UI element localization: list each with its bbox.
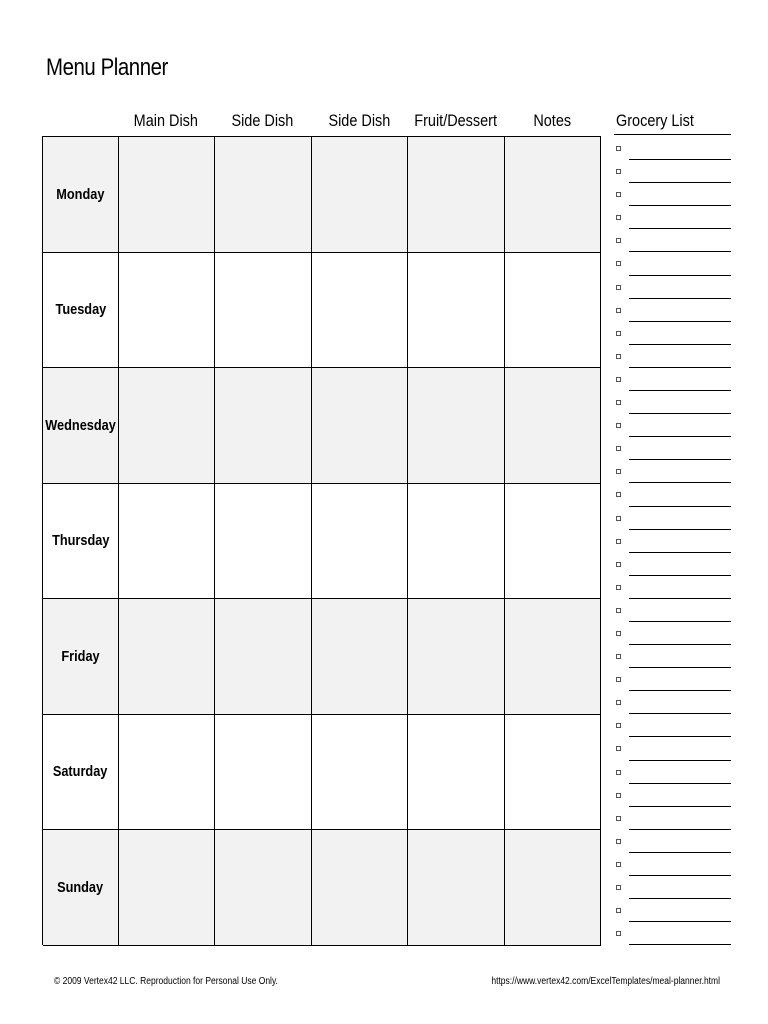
meal-cell[interactable] — [505, 484, 601, 600]
meal-cell[interactable] — [505, 715, 601, 831]
grocery-item[interactable] — [615, 437, 731, 460]
grocery-item[interactable] — [615, 252, 731, 275]
checkbox-icon[interactable] — [616, 192, 621, 197]
checkbox-icon[interactable] — [616, 908, 621, 913]
grocery-item[interactable] — [615, 322, 731, 345]
meal-cell[interactable] — [312, 253, 408, 369]
checkbox-icon[interactable] — [616, 146, 621, 151]
checkbox-icon[interactable] — [616, 354, 621, 359]
checkbox-icon[interactable] — [616, 261, 621, 266]
checkbox-icon[interactable] — [616, 931, 621, 936]
footer-url[interactable]: https://www.vertex42.com/ExcelTemplates/meal-planner.html — [491, 976, 720, 987]
grocery-item[interactable] — [615, 368, 731, 391]
grocery-item[interactable] — [615, 576, 731, 599]
meal-cell[interactable] — [312, 368, 408, 484]
grocery-item[interactable] — [615, 668, 731, 691]
checkbox-icon[interactable] — [616, 654, 621, 659]
checkbox-icon[interactable] — [616, 423, 621, 428]
meal-cell[interactable] — [505, 830, 601, 946]
checkbox-icon[interactable] — [616, 169, 621, 174]
checkbox-icon[interactable] — [616, 723, 621, 728]
column-header-side-dish-1: Side Dish — [231, 111, 294, 130]
grocery-item[interactable] — [615, 807, 731, 830]
grocery-list — [615, 137, 731, 945]
meal-cell[interactable] — [119, 368, 215, 484]
grocery-title-underline — [614, 134, 731, 135]
grocery-item-line[interactable] — [629, 944, 731, 945]
checkbox-icon[interactable] — [616, 377, 621, 382]
grocery-item[interactable] — [615, 299, 731, 322]
checkbox-icon[interactable] — [616, 446, 621, 451]
meal-cell[interactable] — [312, 830, 408, 946]
meal-cell[interactable] — [215, 253, 311, 369]
grocery-item[interactable] — [615, 830, 731, 853]
grocery-item[interactable] — [615, 714, 731, 737]
checkbox-icon[interactable] — [616, 608, 621, 613]
day-label: Thursday — [43, 484, 119, 600]
meal-cell[interactable] — [215, 484, 311, 600]
meal-cell[interactable] — [408, 830, 504, 946]
column-header-main-dish: Main Dish — [134, 111, 199, 130]
grocery-item[interactable] — [615, 483, 731, 506]
day-label: Wednesday — [43, 368, 119, 484]
day-row — [43, 830, 601, 946]
grocery-item[interactable] — [615, 137, 731, 160]
meal-cell[interactable] — [312, 599, 408, 715]
meal-cell[interactable] — [505, 599, 601, 715]
day-row — [43, 715, 601, 831]
checkbox-icon[interactable] — [616, 677, 621, 682]
column-header-side-dish-2: Side Dish — [328, 111, 390, 130]
grocery-item[interactable] — [615, 761, 731, 784]
grocery-item[interactable] — [615, 229, 731, 252]
meal-cell[interactable] — [408, 137, 504, 253]
checkbox-icon[interactable] — [616, 746, 621, 751]
grocery-item[interactable] — [615, 645, 731, 668]
column-headers — [118, 111, 600, 133]
grocery-item[interactable] — [615, 160, 731, 183]
meal-cell[interactable] — [215, 137, 311, 253]
day-row — [43, 368, 601, 484]
grocery-item[interactable] — [615, 553, 731, 576]
day-label: Saturday — [43, 715, 119, 831]
grocery-item[interactable] — [615, 183, 731, 206]
grocery-item[interactable] — [615, 691, 731, 714]
checkbox-icon[interactable] — [616, 770, 621, 775]
page-title: Menu Planner — [46, 54, 168, 81]
grocery-item[interactable] — [615, 276, 731, 299]
meal-cell[interactable] — [312, 137, 408, 253]
meal-cell[interactable] — [312, 715, 408, 831]
grocery-item[interactable] — [615, 784, 731, 807]
meal-cell[interactable] — [408, 253, 504, 369]
grocery-item[interactable] — [615, 737, 731, 760]
grocery-item[interactable] — [615, 599, 731, 622]
checkbox-icon[interactable] — [616, 469, 621, 474]
meal-cell[interactable] — [215, 368, 311, 484]
checkbox-icon[interactable] — [616, 562, 621, 567]
grocery-item[interactable] — [615, 853, 731, 876]
day-row — [43, 253, 601, 369]
checkbox-icon[interactable] — [616, 238, 621, 243]
meal-cell[interactable] — [505, 137, 601, 253]
footer-copyright: © 2009 Vertex42 LLC. Reproduction for Personal Use Only. — [54, 976, 278, 987]
day-label: Monday — [43, 137, 119, 253]
meal-cell[interactable] — [119, 599, 215, 715]
meal-cell[interactable] — [505, 368, 601, 484]
day-row — [43, 137, 601, 253]
meal-cell[interactable] — [119, 830, 215, 946]
day-label: Sunday — [43, 830, 119, 946]
checkbox-icon[interactable] — [616, 331, 621, 336]
meal-cell[interactable] — [408, 715, 504, 831]
checkbox-icon[interactable] — [616, 492, 621, 497]
day-label: Friday — [43, 599, 119, 715]
checkbox-icon[interactable] — [616, 631, 621, 636]
grocery-item[interactable] — [615, 899, 731, 922]
meal-cell[interactable] — [408, 484, 504, 600]
meal-cell[interactable] — [119, 137, 215, 253]
meal-cell[interactable] — [408, 368, 504, 484]
checkbox-icon[interactable] — [616, 308, 621, 313]
grocery-item[interactable] — [615, 530, 731, 553]
grocery-item[interactable] — [615, 391, 731, 414]
checkbox-icon[interactable] — [616, 700, 621, 705]
column-header-notes: Notes — [532, 111, 571, 130]
menu-grid — [42, 136, 601, 945]
grocery-item[interactable] — [615, 507, 731, 530]
checkbox-icon[interactable] — [616, 862, 621, 867]
grocery-item[interactable] — [615, 460, 731, 483]
checkbox-icon[interactable] — [616, 285, 621, 290]
day-row — [43, 599, 601, 715]
day-row — [43, 484, 601, 600]
checkbox-icon[interactable] — [616, 400, 621, 405]
checkbox-icon[interactable] — [616, 585, 621, 590]
grocery-item[interactable] — [615, 414, 731, 437]
grocery-item[interactable] — [615, 922, 731, 945]
checkbox-icon[interactable] — [616, 539, 621, 544]
checkbox-icon[interactable] — [616, 793, 621, 798]
meal-cell[interactable] — [119, 484, 215, 600]
meal-cell[interactable] — [215, 599, 311, 715]
grocery-item[interactable] — [615, 622, 731, 645]
grocery-item[interactable] — [615, 206, 731, 229]
meal-cell[interactable] — [215, 830, 311, 946]
meal-cell[interactable] — [408, 599, 504, 715]
checkbox-icon[interactable] — [616, 516, 621, 521]
grocery-item[interactable] — [615, 876, 731, 899]
checkbox-icon[interactable] — [616, 816, 621, 821]
column-header-fruit-dessert: Fruit/Dessert — [414, 111, 498, 130]
meal-cell[interactable] — [119, 253, 215, 369]
meal-cell[interactable] — [505, 253, 601, 369]
grocery-item[interactable] — [615, 345, 731, 368]
checkbox-icon[interactable] — [616, 215, 621, 220]
meal-cell[interactable] — [215, 715, 311, 831]
checkbox-icon[interactable] — [616, 885, 621, 890]
day-label: Tuesday — [43, 253, 119, 369]
meal-cell[interactable] — [312, 484, 408, 600]
meal-cell[interactable] — [119, 715, 215, 831]
grocery-list-title: Grocery List — [616, 111, 694, 130]
checkbox-icon[interactable] — [616, 839, 621, 844]
